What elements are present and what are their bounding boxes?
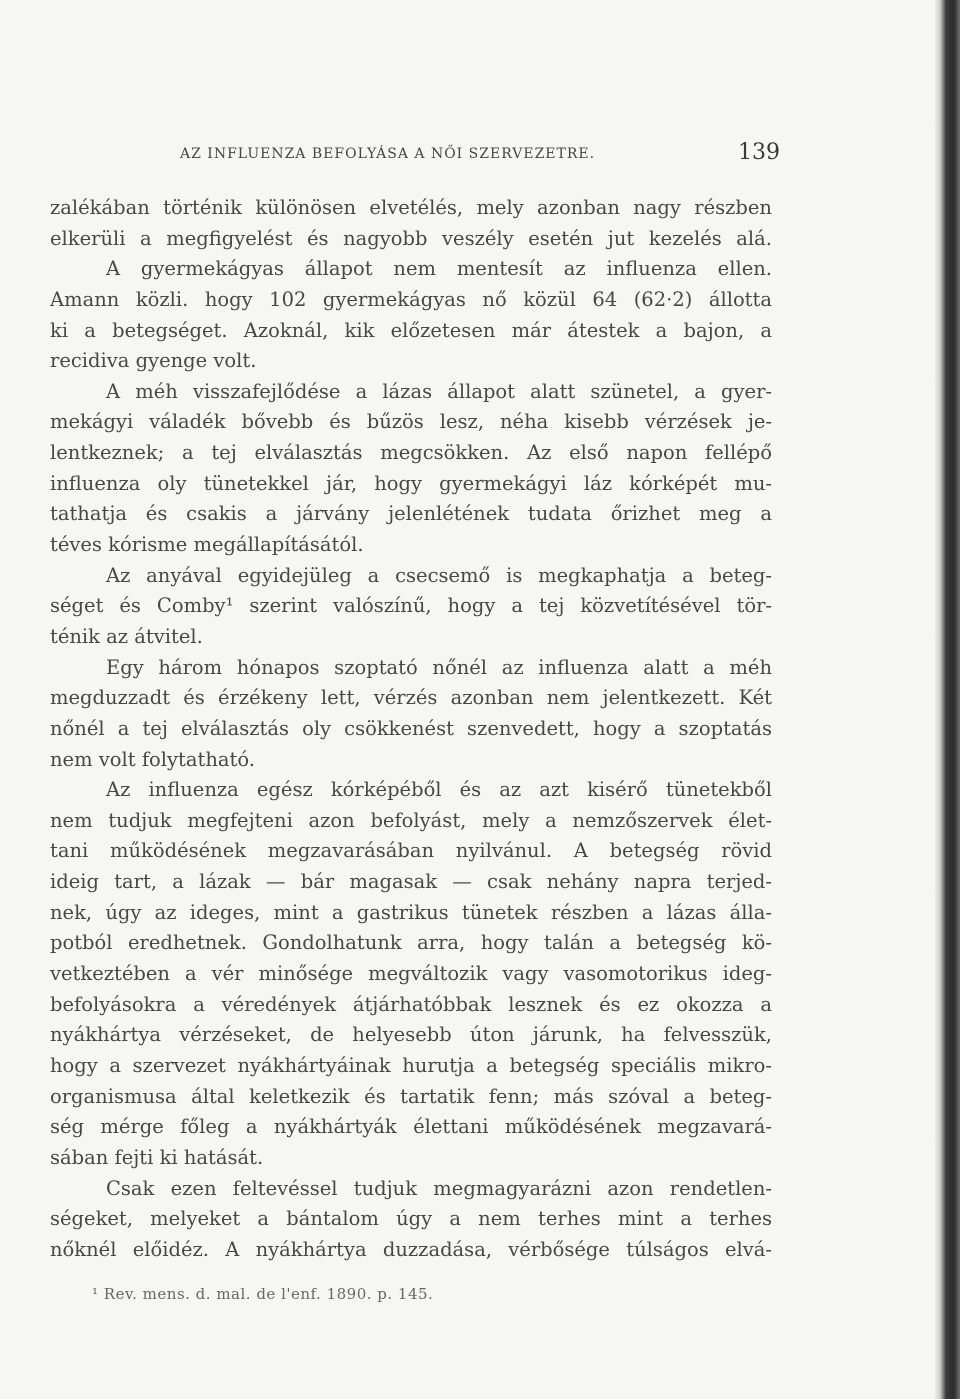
text-line: tani működésének megzavarásában nyilvánul. A betegség rövid [50, 839, 772, 863]
text-line: Az influenza egész kórképéből és az azt kisérő tünetekből [106, 778, 772, 802]
text-line: potból eredhetnek. Gondolhatunk arra, hogy talán a betegség kö- [50, 931, 772, 955]
running-head: AZ INFLUENZA BEFOLYÁSA A NŐI SZERVEZETRE. [180, 146, 596, 162]
text-line: Amann közli. hogy 102 gyermekágyas nő közül 64 (62·2) állotta [50, 287, 772, 311]
book-spine-edge [934, 0, 960, 1399]
body-text [50, 193, 772, 1265]
text-line: nek, úgy az ideges, mint a gastrikus tünetek részben a lázas álla- [50, 900, 772, 924]
text-line: lentkeznek; a tej elválasztás megcsökken. Az első napon fellépő [50, 441, 772, 465]
text-line: befolyásokra a véredények átjárhatóbbak lesznek és ez okozza a [50, 992, 772, 1016]
text-line: recidiva gyenge volt. [50, 349, 257, 373]
text-line: ténik az átvitel. [50, 624, 203, 648]
footnote: ¹ Rev. mens. d. mal. de l'enf. 1890. p. 145. [92, 1285, 434, 1303]
text-line: Csak ezen feltevéssel tudjuk megmagyarázni azon rendetlen- [106, 1176, 772, 1200]
page-header [180, 140, 780, 170]
text-line: A méh visszafejlődése a lázas állapot alatt szünetel, a gyer- [106, 379, 772, 403]
text-line: Az anyával egyidejüleg a csecsemő is megkaphatja a beteg- [106, 563, 772, 587]
text-line: ség mérge főleg a nyákhártyák élettani működésének megzavará- [50, 1115, 772, 1139]
text-line: ségeket, melyeket a bántalom úgy a nem terhes mint a terhes [50, 1207, 772, 1231]
text-line: nőnél a tej elválasztás oly csökkenést szenvedett, hogy a szoptatás [50, 716, 772, 740]
text-line: A gyermekágyas állapot nem mentesít az influenza ellen. [106, 257, 772, 281]
text-line: vetkeztében a vér minősége megváltozik vagy vasomotorikus ideg- [50, 962, 772, 986]
text-line: zalékában történik különösen elvetélés, mely azonban nagy részben [50, 196, 772, 219]
text-line: hogy a szervezet nyákhártyáinak hurutja a betegség speciális mikro- [50, 1053, 772, 1077]
page-number: 139 [738, 140, 780, 165]
text-line: téves kórisme megállapításától. [50, 533, 364, 557]
text-line: nyákhártya vérzéseket, de helyesebb úton járunk, ha felvesszük, [50, 1023, 772, 1047]
text-line: ideig tart, a lázak — bár magasak — csak nehány napra terjed- [50, 870, 772, 894]
text-line: megduzzadt és érzékeny lett, vérzés azonban nem jelentkezett. Két [50, 686, 772, 710]
text-line: séget és Comby¹ szerint valószínű, hogy a tej közvetítésével tör- [50, 594, 772, 618]
text-line: influenza oly tünetekkel jár, hogy gyermekágyi láz kórképét mu- [50, 471, 772, 495]
text-line: elkerüli a megfigyelést és nagyobb veszély esetén jut kezelés alá. [50, 226, 772, 250]
text-line: sában fejti ki hatását. [50, 1145, 264, 1169]
text-line: nőknél előidéz. A nyákhártya duzzadása, vérbősége túlságos elvá- [50, 1237, 772, 1261]
text-line: nem volt folytatható. [50, 747, 255, 771]
text-line: tathatja és csakis a járvány jelenlétének tudata őrizhet meg a [50, 502, 772, 526]
text-line: Egy három hónapos szoptató nőnél az influenza alatt a méh [106, 655, 772, 679]
text-line: mekágyi váladék bővebb és bűzös lesz, néha kisebb vérzések je- [50, 410, 772, 434]
text-line: organismusa által keletkezik és tartatik fenn; más szóval a beteg- [50, 1084, 772, 1108]
text-line: nem tudjuk megfejteni azon befolyást, mely a nemzőszervek élet- [50, 808, 772, 832]
text-line: ki a betegséget. Azoknál, kik előzetesen már átestek a bajon, a [50, 318, 772, 342]
